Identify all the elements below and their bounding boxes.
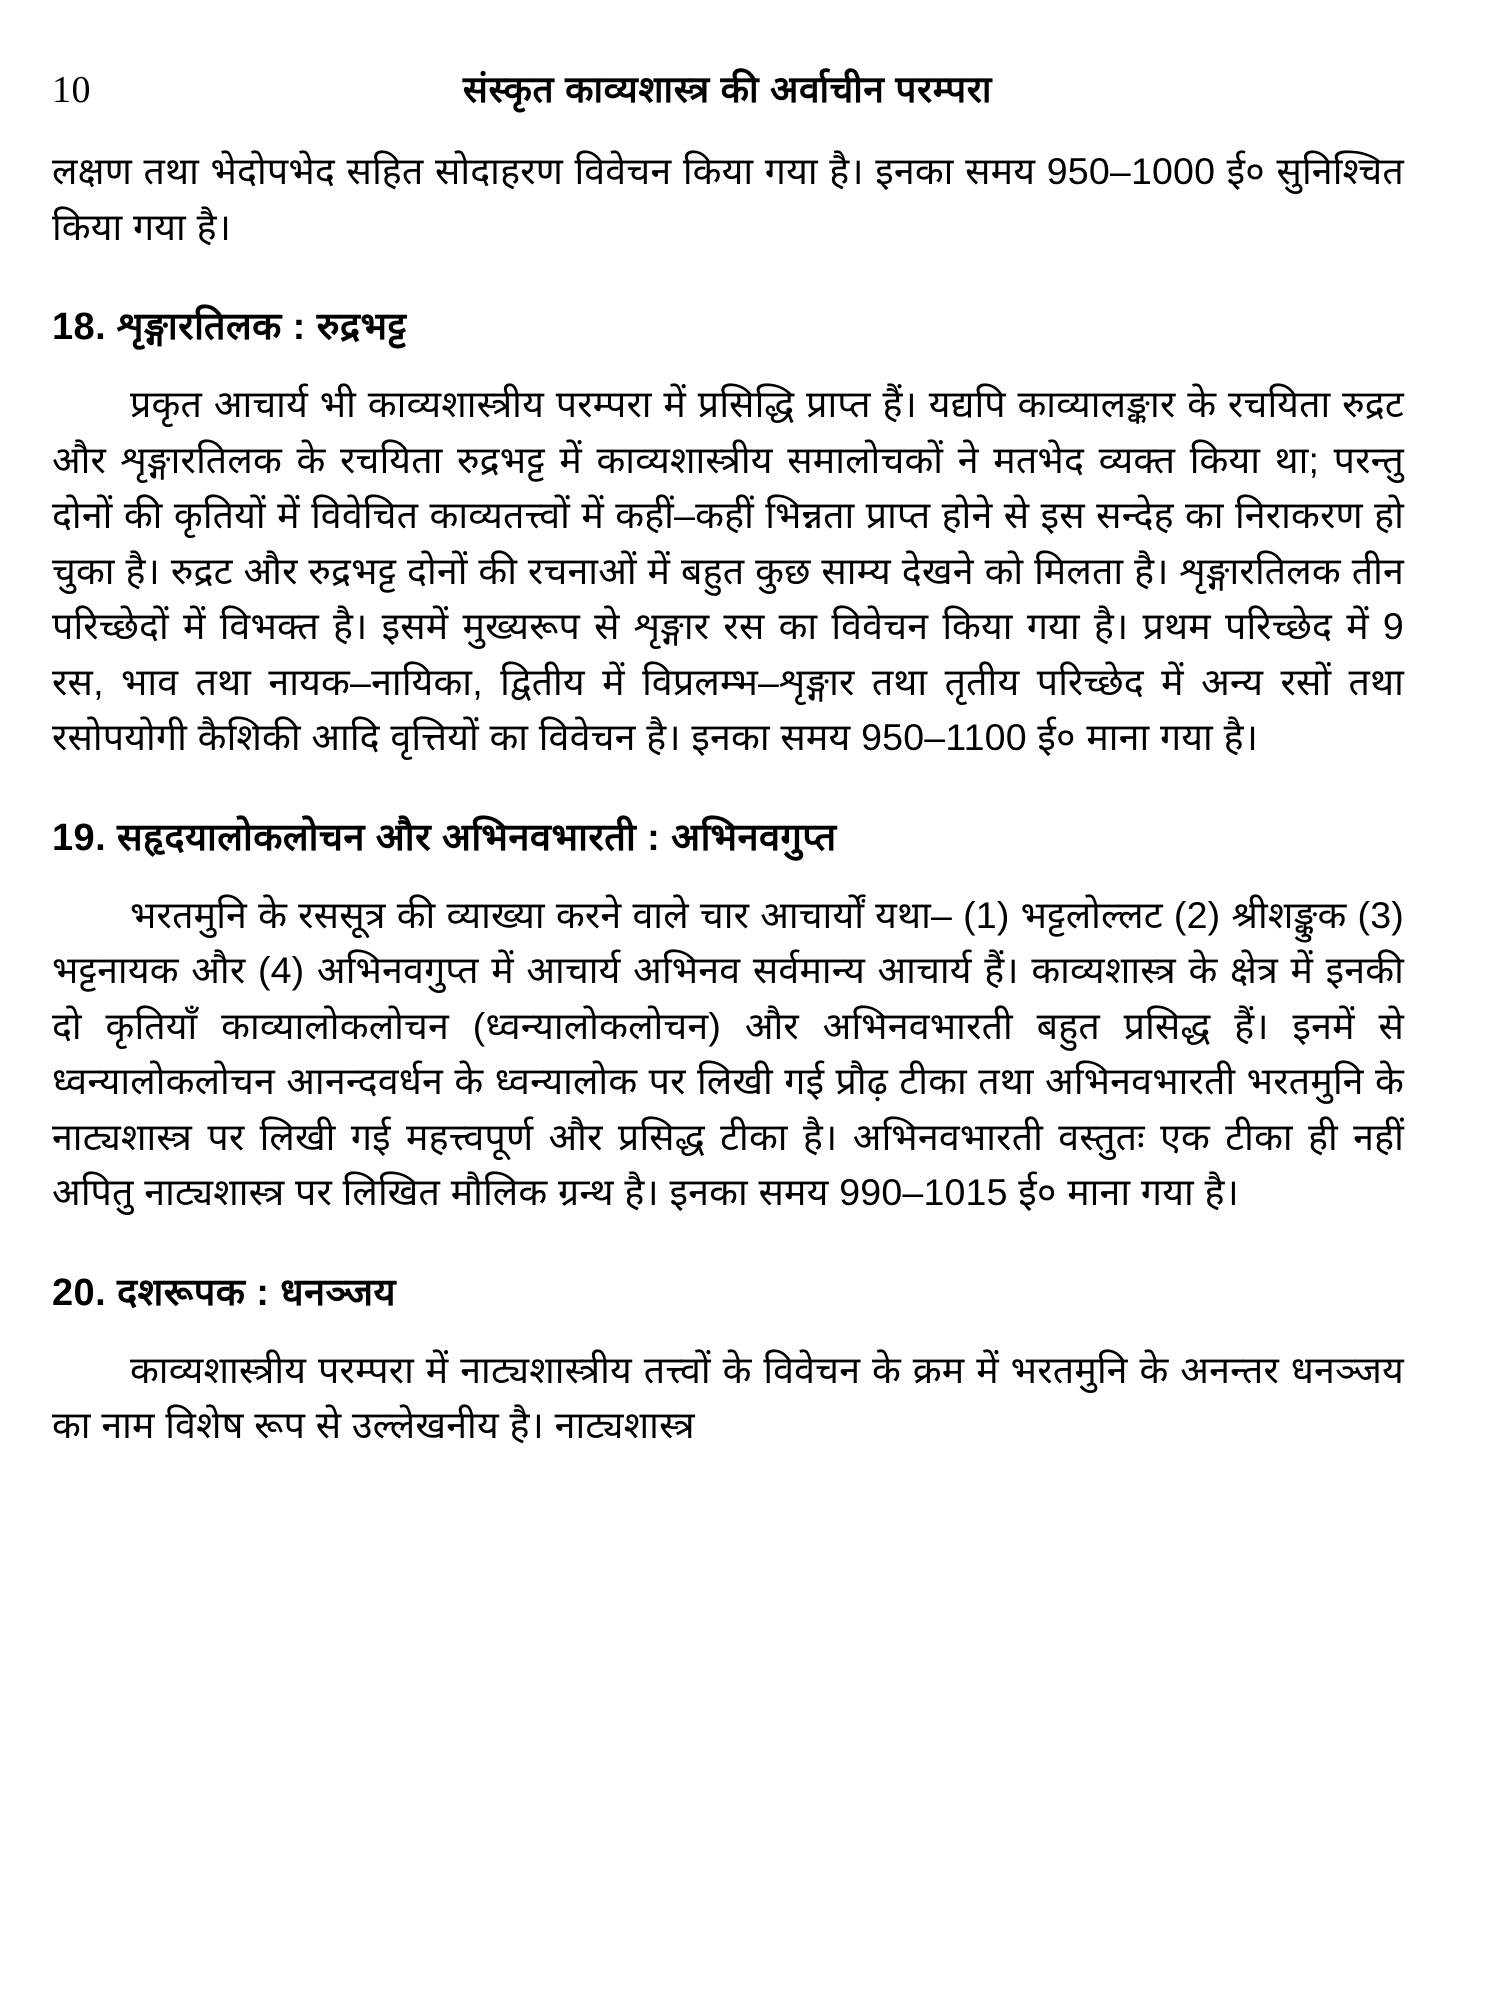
running-head-title: संस्कृत काव्यशास्त्र की अर्वाचीन परम्परा	[462, 69, 993, 110]
section-heading-18: 18. शृङ्गारतिलक : रुद्रभट्ट	[52, 306, 407, 348]
section-heading-20: 20. दशरूपक : धनञ्जय	[52, 1271, 396, 1314]
continued-paragraph: लक्षण तथा भेदोपभेद सहित सोदाहरण विवेचन किया गया है। इनका समय 950–1000 ई० सुनिश्चित किया गया है।	[52, 150, 1404, 248]
page-body	[52, 144, 1404, 1454]
page-header	[52, 62, 1404, 118]
section-heading-19: 19. सहृदयालोकलोचन और अभिनवभारती : अभिनवगुप्त	[52, 816, 837, 859]
page-number: 10	[52, 69, 91, 111]
section-paragraph-19: भरतमुनि के रससूत्र की व्याख्या करने वाले चार आचार्यों यथा– (1) भट्टलोल्लट (2) श्रीशङ्कुक (3) भट्टनायक और (4) अभिनवगुप्त में आचार्य अभिनव सर्वमान्य आचार्य हैं। काव्यशास्त्र के क्षेत्र में इनकी दो कृतियाँ काव्यालोकलोचन (ध्वन्यालोकलोचन) और अभिनवभारती बहुत प्रसिद्ध हैं। इनमें से ध्वन्यालोकलोचन आनन्दवर्धन के ध्वन्यालोक पर लिखी गई प्रौढ़ टीका तथा अभिनवभारती भरतमुनि के नाट्यशास्त्र पर लिखी गई महत्त्वपूर्ण और प्रसिद्ध टीका है। अभिनवभारती वस्तुतः एक टीका ही नहीं अपितु नाट्यशास्त्र पर लिखित मौलिक ग्रन्थ है। इनका समय 990–1015 ई० माना गया है।	[52, 893, 1404, 1213]
section-paragraph-20: काव्यशास्त्रीय परम्परा में नाट्यशास्त्रीय तत्त्वों के विवेचन के क्रम में भरतमुनि के अनन्तर धनञ्जय का नाम विशेष रूप से उल्लेखनीय है। नाट्यशास्त्र	[52, 1348, 1404, 1446]
section-paragraph-18: प्रकृत आचार्य भी काव्यशास्त्रीय परम्परा में प्रसिद्धि प्राप्त हैं। यद्यपि काव्यालङ्कार के रचयिता रुद्रट और शृङ्गारतिलक के रचयिता रुद्रभट्ट में काव्यशास्त्रीय समालोचकों ने मतभेद व्यक्त किया था; परन्तु दोनों की कृतियों में विवेचित काव्यतत्त्वों में कहीं–कहीं भिन्नता प्राप्त होने से इस सन्देह का निराकरण हो चुका है। रुद्रट और रुद्रभट्ट दोनों की रचनाओं में बहुत कुछ साम्य देखने को मिलता है। शृङ्गारतिलक तीन परिच्छेदों में विभक्त है। इसमें मुख्यरूप से शृङ्गार रस का विवेचन किया गया है। प्रथम परिच्छेद में 9 रस, भाव तथा नायक–नायिका, द्वितीय में विप्रलम्भ–शृङ्गार तथा तृतीय परिच्छेद में अन्य रसों तथा रसोपयोगी कैशिकी आदि वृत्तियों का विवेचन है। इनका समय 950–1100 ई० माना गया है।	[52, 383, 1404, 758]
